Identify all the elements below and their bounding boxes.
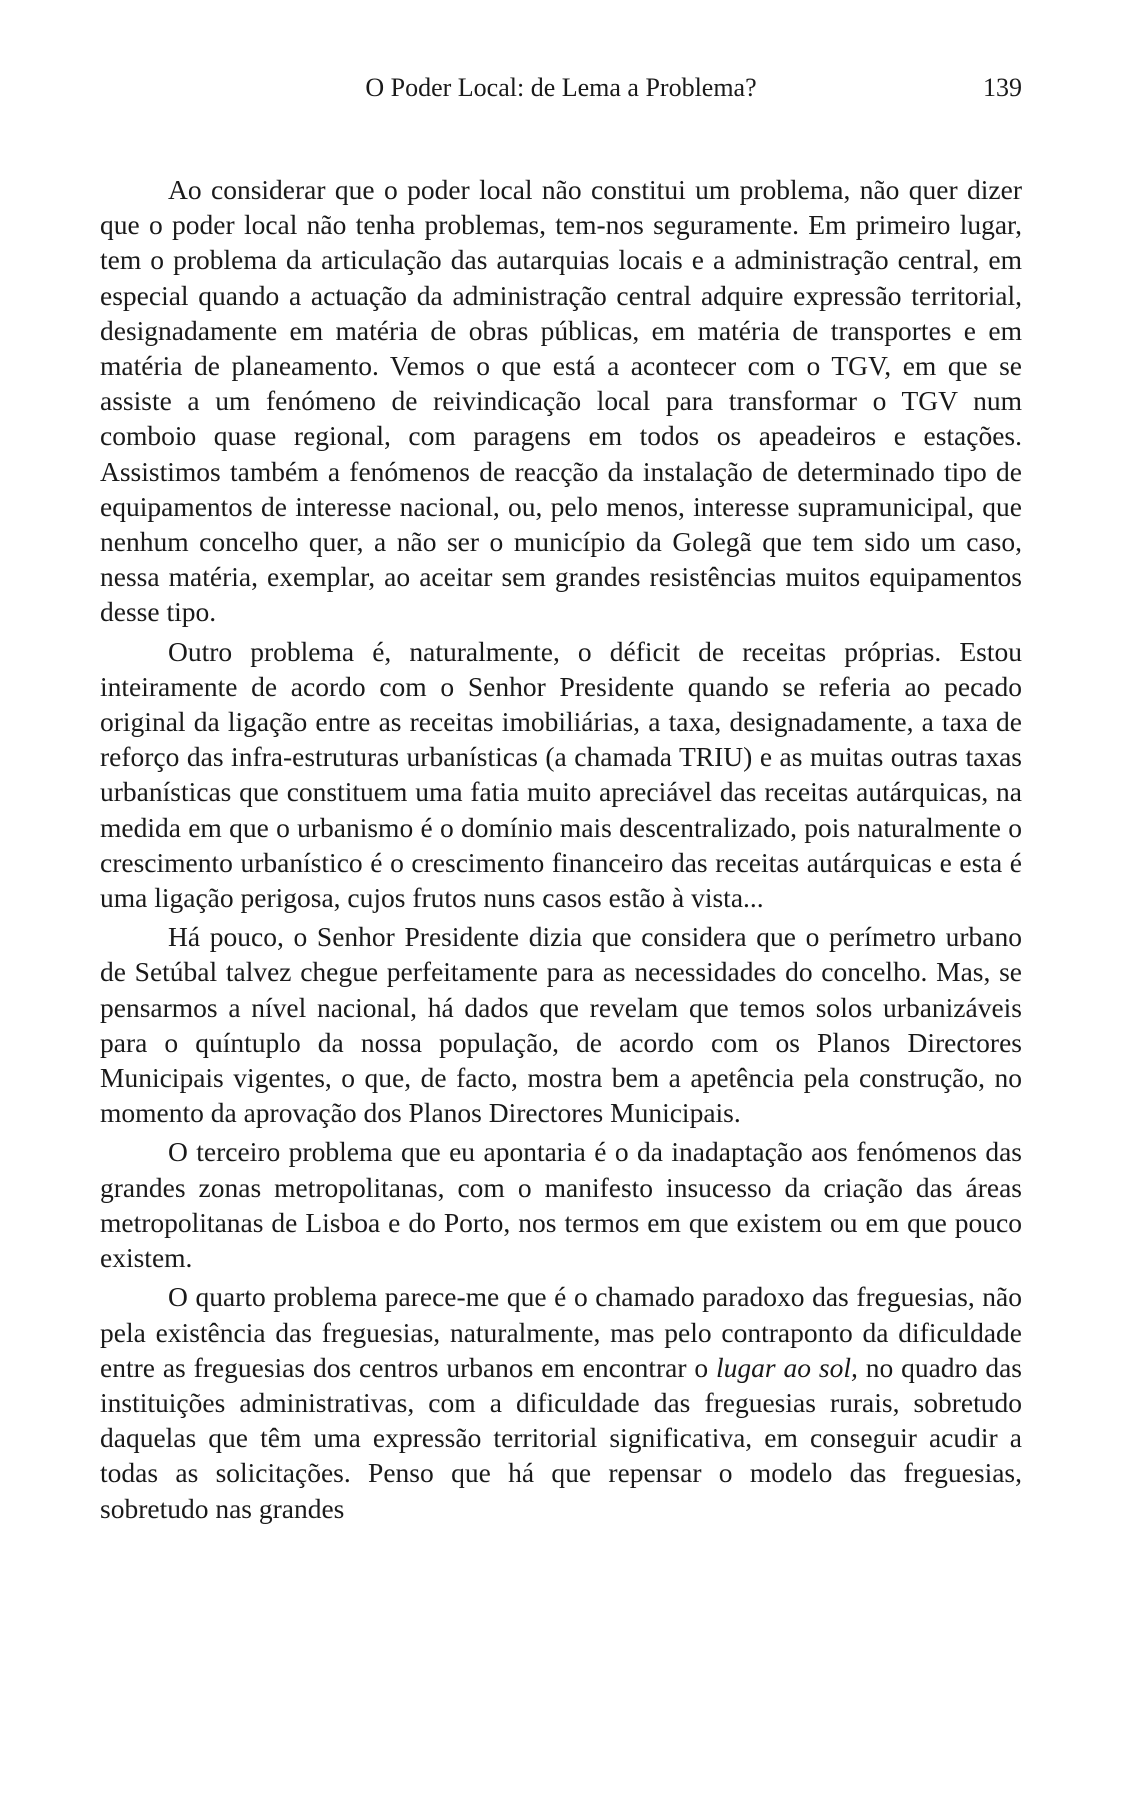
paragraph-4: O terceiro problema que eu apontaria é o da inadaptação aos fenómenos das grandes zonas metropolitanas, com o manifesto insucesso da criação das áreas metropolitanas de Lisboa e do Porto, nos termos em que existem ou em que pouco existem. xyxy=(100,1136,1022,1274)
paragraph-3: Há pouco, o Senhor Presidente dizia que considera que o perímetro urbano de Setúbal talvez chegue perfeitamente para as necessidades do concelho. Mas, se pensarmos a nível nacional, há dados que revelam que temos solos urbanizáveis para o quíntuplo da nossa população, de acordo com os Planos Directores Municipais vigentes, o que, de facto, mostra bem a apetência pela construção, no momento da aprovação dos Planos Directores Municipais. xyxy=(100,921,1022,1129)
running-header xyxy=(100,72,1022,104)
italic-phrase: lugar ao sol, xyxy=(716,1351,858,1383)
paragraph-5 xyxy=(100,1279,1022,1525)
paragraph-1: Ao considerar que o poder local não constitui um problema, não quer dizer que o poder local não tenha problemas, tem-nos seguramente. Em primeiro lugar, tem o problema da articulação das autarquias locais e a administração central, em especial quando a actuação da administração central adquire expressão territorial, designadamente em matéria de obras públicas, em matéria de transportes e em matéria de planeamento. Vemos o que está a acontecer com o TGV, em que se assiste a um fenómeno de reivindicação local para transformar o TGV num comboio quase regional, com paragens em todos os apeadeiros e estações. Assistimos também a fenómenos de reacção da instalação de determinado tipo de equipamentos de interesse nacional, ou, pelo menos, interesse supramunicipal, que nenhum concelho quer, a não ser o município da Golegã que tem sido um caso, nessa matéria, exemplar, ao aceitar sem grandes resistências muitos equipamentos desse tipo. xyxy=(100,174,1022,628)
paragraph-5-after: no quadro das instituições administrativas, com a dificuldade das freguesias rurais, sobretudo daquelas que têm uma expressão territorial significativa, em conseguir acudir a todas as solicitações. Penso que há que repensar o modelo das freguesias, sobretudo nas grandes xyxy=(100,1351,1022,1524)
paragraph-5-before: O quarto problema parece-me que é o chamado paradoxo das freguesias, não pela existência das freguesias, naturalmente, mas pelo contraponto da dificuldade entre as freguesias dos centros urbanos em encontrar o xyxy=(100,1281,1022,1383)
paragraph-2: Outro problema é, naturalmente, o déficit de receitas próprias. Estou inteiramente de acordo com o Senhor Presidente quando se referia ao pecado original da ligação entre as receitas imobiliárias, a taxa, designadamente, a taxa de reforço das infra-estruturas urbanísticas (a chamada TRIU) e as muitas outras taxas urbanísticas que constituem uma fatia muito apreciável das receitas autárquicas, na medida em que o urbanismo é o domínio mais descentralizado, pois naturalmente o crescimento urbanístico é o crescimento financeiro das receitas autárquicas e esta é uma ligação perigosa, cujos frutos nuns casos estão à vista... xyxy=(100,635,1022,914)
page-number: 139 xyxy=(983,73,1022,102)
body-text xyxy=(100,172,1022,1530)
running-title: O Poder Local: de Lema a Problema? xyxy=(365,73,757,102)
